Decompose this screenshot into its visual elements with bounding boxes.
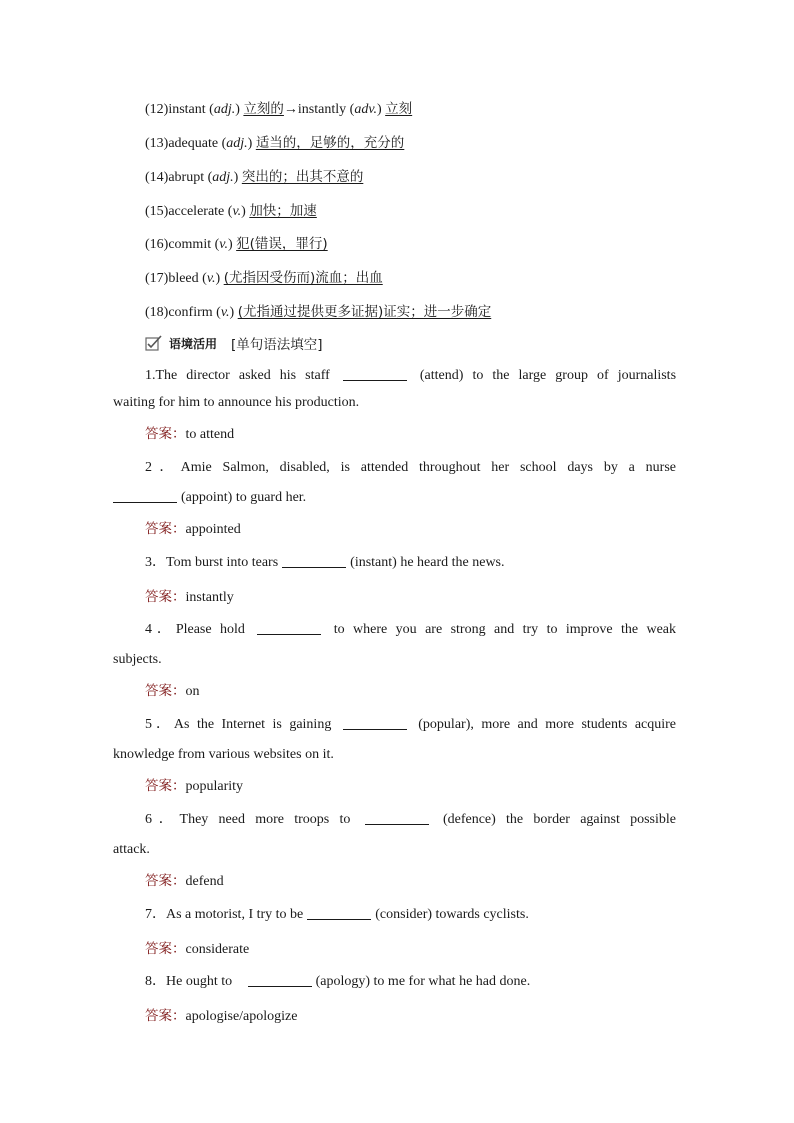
vocab-number: (12) — [145, 102, 169, 117]
vocab-meaning: 犯(错误，罪行) — [236, 236, 328, 252]
answer-1 — [145, 424, 234, 445]
answer-value: apologise/apologize — [185, 1009, 298, 1024]
question-text: 5．As the Internet is gaining — [145, 717, 332, 732]
question-2-line-2 — [113, 488, 306, 508]
answer-blank — [113, 488, 177, 503]
answer-5 — [145, 776, 243, 797]
question-text: (popular), more and more students acquire — [418, 717, 677, 732]
vocab-word: instant — [168, 102, 206, 117]
answer-label: 答案： — [145, 683, 186, 699]
vocab-meaning: 突出的；出其不意的 — [241, 169, 364, 185]
answer-2 — [145, 519, 241, 540]
vocab-meaning: 加快；加速 — [249, 203, 317, 219]
vocab-item-18: (18)confirm (v.) (尤指通过提供更多证据)证实；进一步确定 — [145, 304, 492, 320]
vocab-word: adequate — [168, 136, 219, 151]
vocab-word: bleed — [168, 271, 199, 286]
answer-3 — [145, 587, 234, 608]
vocab-pos-derived: adv. — [354, 102, 377, 117]
answer-value: to attend — [185, 427, 235, 442]
vocab-word: confirm — [168, 305, 213, 320]
question-2-line-1 — [113, 458, 676, 478]
vocab-number: (13) — [145, 136, 169, 151]
answer-7 — [145, 939, 249, 960]
question-3-line-1 — [145, 553, 505, 573]
question-6-line-2: attack. — [113, 842, 150, 857]
vocab-meaning: 适当的，足够的，充分的 — [255, 135, 405, 151]
vocab-pos: v. — [206, 271, 216, 286]
answer-label: 答案： — [145, 521, 186, 537]
answer-6 — [145, 871, 224, 892]
vocab-number: (17) — [145, 271, 169, 286]
vocab-word: abrupt — [168, 170, 205, 185]
question-7-line-1 — [145, 905, 529, 925]
question-text: (instant) he heard the news. — [350, 555, 505, 570]
answer-value: appointed — [185, 522, 241, 537]
answer-blank — [282, 553, 346, 568]
answer-value: considerate — [185, 942, 250, 957]
vocab-meaning: (尤指因受伤而)流血；出血 — [223, 270, 383, 286]
answer-label: 答案： — [145, 426, 186, 442]
answer-label: 答案： — [145, 1008, 186, 1024]
answer-value: popularity — [185, 779, 244, 794]
vocab-meaning: 立刻的 — [243, 101, 284, 117]
vocab-word-derived: instantly — [297, 102, 347, 117]
question-text: (apology) to me for what he had done. — [315, 974, 531, 989]
vocab-pos: adj. — [226, 136, 248, 151]
answer-blank — [248, 972, 312, 987]
answer-blank — [343, 715, 407, 730]
question-text: 1.The director asked his staff — [145, 368, 330, 383]
vocab-meaning-derived: 立刻 — [385, 101, 413, 117]
question-5-line-2: knowledge from various websites on it. — [113, 747, 334, 762]
question-text: 8．He ought to — [145, 974, 233, 989]
vocab-item-15: (15)accelerate (v.) 加快；加速 — [145, 203, 317, 219]
vocab-item-17: (17)bleed (v.) (尤指因受伤而)流血；出血 — [145, 270, 383, 286]
checkbox-pencil-icon — [145, 335, 163, 351]
vocab-number: (16) — [145, 237, 169, 252]
answer-label: 答案： — [145, 778, 186, 794]
question-text: to where you are strong and try to improve the weak — [333, 622, 677, 637]
answer-value: defend — [185, 874, 224, 889]
vocab-pos: v. — [232, 204, 242, 219]
section-subtitle: [单句语法填空] — [231, 337, 323, 353]
answer-8 — [145, 1006, 297, 1027]
question-5-line-1 — [113, 715, 676, 735]
answer-label: 答案： — [145, 589, 186, 605]
vocab-number: (14) — [145, 170, 169, 185]
answer-4 — [145, 681, 200, 702]
vocab-item-13: (13)adequate (adj.) 适当的，足够的，充分的 — [145, 135, 405, 151]
answer-value: on — [185, 684, 200, 699]
question-text: (appoint) to guard her. — [181, 490, 307, 505]
vocab-item-12: (12)instant (adj.) 立刻的→instantly (adv.) 立刻 — [145, 101, 413, 117]
question-text: (defence) the border against possible — [442, 812, 677, 827]
vocab-pos: v. — [219, 237, 228, 252]
section-title: 语境活用 — [169, 336, 218, 351]
vocab-pos: adj. — [212, 170, 234, 185]
question-1-line-1 — [113, 366, 676, 386]
question-4-line-2: subjects. — [113, 652, 162, 667]
vocab-pos: adj. — [213, 102, 236, 117]
vocab-word: accelerate — [168, 204, 225, 219]
question-text: 2．Amie Salmon, disabled, is attended throughout her school days by a nurse — [145, 460, 676, 475]
question-text: 7．As a motorist, I try to be — [145, 907, 304, 922]
vocab-item-16: (16)commit (v.) 犯(错误，罪行) — [145, 236, 328, 252]
question-1-line-2: waiting for him to announce his production. — [113, 395, 360, 410]
answer-blank — [307, 905, 371, 920]
question-text: 3．Tom burst into tears — [145, 555, 279, 570]
answer-blank — [365, 810, 429, 825]
question-6-line-1 — [113, 810, 676, 830]
question-text: (consider) towards cyclists. — [375, 907, 529, 922]
vocab-item-14: (14)abrupt (adj.) 突出的；出其不意的 — [145, 169, 364, 185]
question-8-line-1 — [145, 972, 530, 992]
question-text: (attend) to the large group of journalists — [419, 368, 677, 383]
answer-blank — [343, 366, 407, 381]
section-heading — [145, 332, 323, 354]
answer-blank — [257, 620, 321, 635]
vocab-meaning: (尤指通过提供更多证据)证实；进一步确定 — [237, 304, 492, 320]
question-4-line-1 — [113, 620, 676, 640]
vocab-number: (18) — [145, 305, 169, 320]
answer-label: 答案： — [145, 873, 186, 889]
vocab-word: commit — [168, 237, 212, 252]
question-text: 6．They need more troops to — [145, 812, 351, 827]
answer-label: 答案： — [145, 941, 186, 957]
vocab-pos: v. — [220, 305, 230, 320]
answer-value: instantly — [185, 590, 234, 605]
question-text: 4．Please hold — [145, 622, 245, 637]
arrow-icon: → — [283, 102, 298, 117]
vocab-number: (15) — [145, 204, 169, 219]
